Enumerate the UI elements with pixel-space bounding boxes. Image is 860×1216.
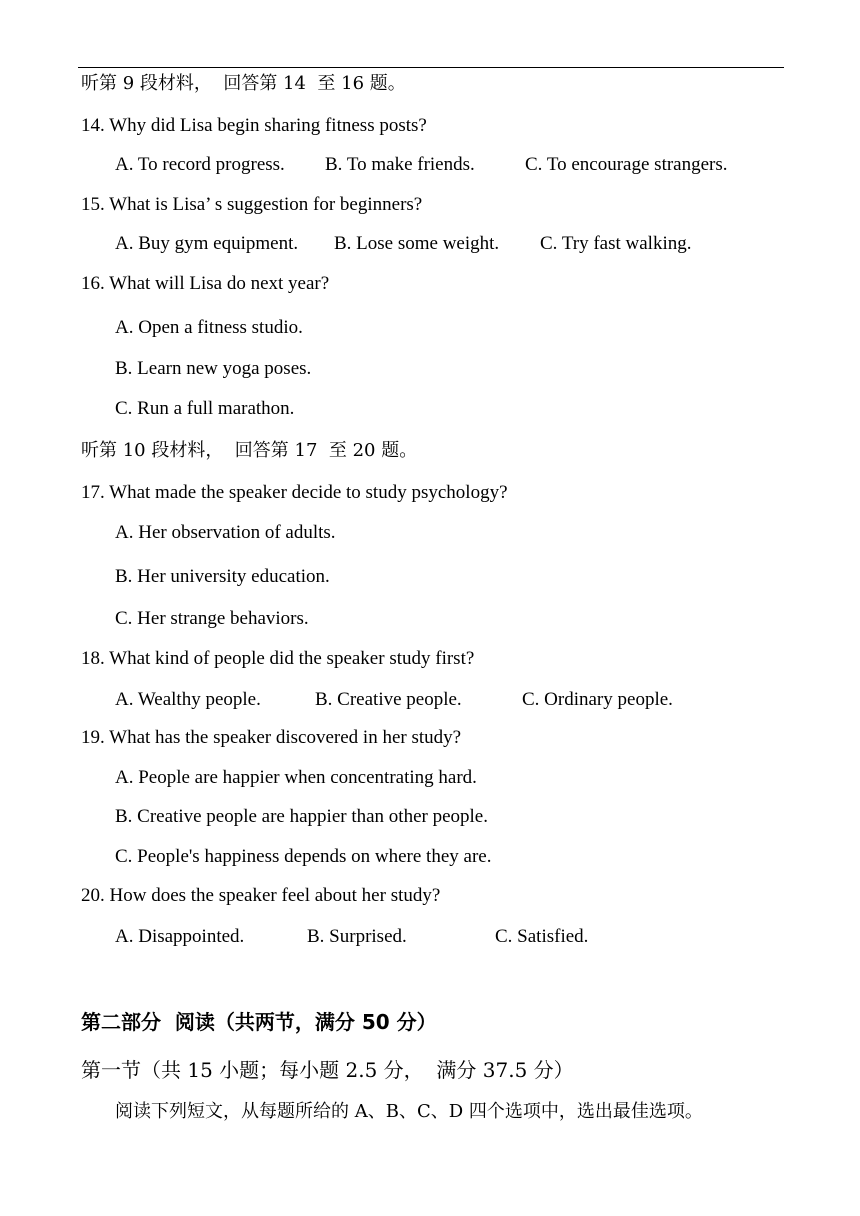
q18-option-a: A. Wealthy people. bbox=[115, 689, 261, 710]
part2-instruction: 阅读下列短文，从每题所给的 A、B、C、D 四个选项中，选出最佳选项。 bbox=[115, 1101, 703, 1122]
q14-option-b: B. To make friends. bbox=[325, 154, 475, 175]
question-19: 19. What has the speaker discovered in her study? bbox=[81, 727, 462, 748]
q20-option-c: C. Satisfied. bbox=[495, 926, 589, 947]
q15-option-b: B. Lose some weight. bbox=[334, 233, 500, 254]
q15-option-a: A. Buy gym equipment. bbox=[115, 233, 299, 254]
section9-intro: 听第 9 段材料， 回答第 14 至 16 题。 bbox=[81, 73, 406, 94]
part2-section1-heading: 第一节（共 15 小题；每小题 2.5 分， 满分 37.5 分） bbox=[81, 1058, 574, 1082]
q16-option-c: C. Run a full marathon. bbox=[115, 398, 295, 419]
part2-title: 第二部分 阅读（共两节，满分 50 分） bbox=[81, 1010, 437, 1034]
q17-option-b: B. Her university education. bbox=[115, 566, 330, 587]
q19-option-a: A. People are happier when concentrating hard. bbox=[115, 767, 477, 788]
header-rule bbox=[78, 67, 784, 68]
question-17: 17. What made the speaker decide to study psychology? bbox=[81, 482, 508, 503]
question-20: 20. How does the speaker feel about her study? bbox=[81, 885, 441, 906]
q15-option-c: C. Try fast walking. bbox=[540, 233, 692, 254]
section10-intro: 听第 10 段材料， 回答第 17 至 20 题。 bbox=[81, 440, 418, 461]
q20-option-b: B. Surprised. bbox=[307, 926, 407, 947]
q14-option-a: A. To record progress. bbox=[115, 154, 285, 175]
q19-option-b: B. Creative people are happier than other people. bbox=[115, 806, 488, 827]
q16-option-a: A. Open a fitness studio. bbox=[115, 317, 303, 338]
question-14: 14. Why did Lisa begin sharing fitness posts? bbox=[81, 115, 427, 136]
q14-option-c: C. To encourage strangers. bbox=[525, 154, 728, 175]
question-15: 15. What is Lisa’ s suggestion for beginners? bbox=[81, 194, 423, 215]
question-18: 18. What kind of people did the speaker study first? bbox=[81, 648, 475, 669]
q20-option-a: A. Disappointed. bbox=[115, 926, 245, 947]
question-16: 16. What will Lisa do next year? bbox=[81, 273, 330, 294]
q17-option-c: C. Her strange behaviors. bbox=[115, 608, 309, 629]
q18-option-b: B. Creative people. bbox=[315, 689, 462, 710]
q17-option-a: A. Her observation of adults. bbox=[115, 522, 336, 543]
q16-option-b: B. Learn new yoga poses. bbox=[115, 358, 312, 379]
q19-option-c: C. People's happiness depends on where they are. bbox=[115, 846, 492, 867]
q18-option-c: C. Ordinary people. bbox=[522, 689, 673, 710]
